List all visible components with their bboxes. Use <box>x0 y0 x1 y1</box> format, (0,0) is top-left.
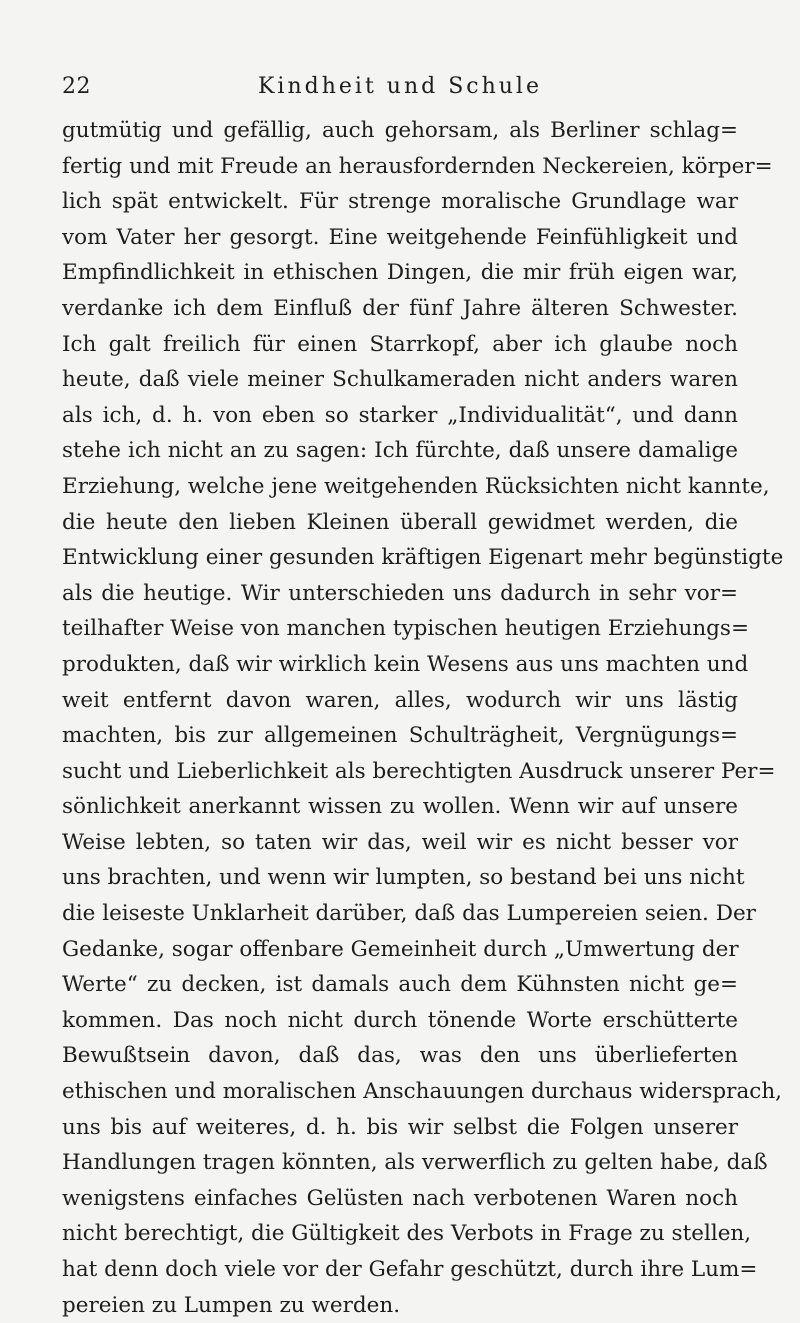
text-line: vom Vater her gesorgt. Eine weitgehende Feinfühligkeit und <box>62 224 738 250</box>
text-line: Bewußtsein davon, daß das, was den uns überlieferten <box>62 1043 738 1069</box>
text-line: weit entfernt davon waren, alles, wodurch wir uns lästig <box>62 687 738 713</box>
text-line: heute, daß viele meiner Schulkameraden nicht anders waren <box>62 367 738 393</box>
text-line: Handlungen tragen könnten, als verwerflich zu gelten habe, daß <box>62 1150 768 1176</box>
text-line: Ich galt freilich für einen Starrkopf, aber ich glaube noch <box>62 331 738 357</box>
text-line: kommen. Das noch nicht durch tönende Worte erschütterte <box>62 1007 738 1033</box>
text-line: Entwicklung einer gesunden kräftigen Eigenart mehr begünstigte <box>62 545 784 571</box>
text-line: fertig und mit Freude an herausfordernden Neckereien, körper= <box>62 153 773 179</box>
text-line: hat denn doch viele vor der Gefahr geschützt, durch ihre Lum= <box>62 1257 758 1282</box>
text-line: Gedanke, sogar offenbare Gemeinheit durch „Umwertung der <box>62 936 739 962</box>
text-line-last: pereien zu Lumpen zu werden. <box>62 1292 401 1318</box>
text-line: Werte“ zu decken, ist damals auch dem Kühnsten nicht ge= <box>62 972 738 998</box>
text-line: Empfindlichkeit in ethischen Dingen, die mir früh eigen war, <box>62 260 738 286</box>
text-line: wenigstens einfaches Gelüsten nach verbotenen Waren noch <box>62 1185 738 1211</box>
text-line: produkten, daß wir wirklich kein Wesens aus uns machten und <box>62 651 749 677</box>
text-line: ethischen und moralischen Anschauungen durchaus widersprach, <box>62 1079 782 1105</box>
text-line: uns brachten, und wenn wir lumpten, so bestand bei uns nicht <box>62 865 745 891</box>
text-line: lich spät entwickelt. Für strenge moralische Grundlage war <box>62 189 738 215</box>
text-line: die leiseste Unklarheit darüber, daß das Lumpereien seien. Der <box>62 901 756 927</box>
text-line: nicht berechtigt, die Gültigkeit des Verbots in Frage zu stellen, <box>62 1221 752 1247</box>
text-line: uns bis auf weiteres, d. h. bis wir selbst die Folgen unserer <box>62 1114 738 1140</box>
text-line: als ich, d. h. von eben so starker „Individualität“, und dann <box>62 402 738 428</box>
text-line: teilhafter Weise von manchen typischen heutigen Erziehungs= <box>62 616 749 642</box>
running-head-title: Kindheit und Schule <box>258 74 542 99</box>
text-line: sucht und Lieberlichkeit als berechtigten Ausdruck unserer Per= <box>62 758 776 784</box>
text-line: die heute den lieben Kleinen überall gewidmet werden, die <box>62 509 738 535</box>
body-text <box>62 113 784 1323</box>
text-line: Erziehung, welche jene weitgehenden Rücksichten nicht kannte, <box>62 473 770 499</box>
text-line: stehe ich nicht an zu sagen: Ich fürchte, daß unsere damalige <box>62 438 738 464</box>
text-line: als die heutige. Wir unterschieden uns dadurch in sehr vor= <box>62 580 738 606</box>
text-line: gutmütig und gefällig, auch gehorsam, als Berliner schlag= <box>62 118 738 143</box>
running-head <box>62 74 738 104</box>
text-line: machten, bis zur allgemeinen Schulträgheit, Vergnügungs= <box>62 723 738 749</box>
text-line: verdanke ich dem Einfluß der fünf Jahre älteren Schwester. <box>62 295 738 321</box>
text-line: sönlichkeit anerkannt wissen zu wollen. Wenn wir auf unsere <box>62 794 738 820</box>
text-line: Weise lebten, so taten wir das, weil wir es nicht besser vor <box>62 829 738 855</box>
page-number: 22 <box>62 74 91 99</box>
